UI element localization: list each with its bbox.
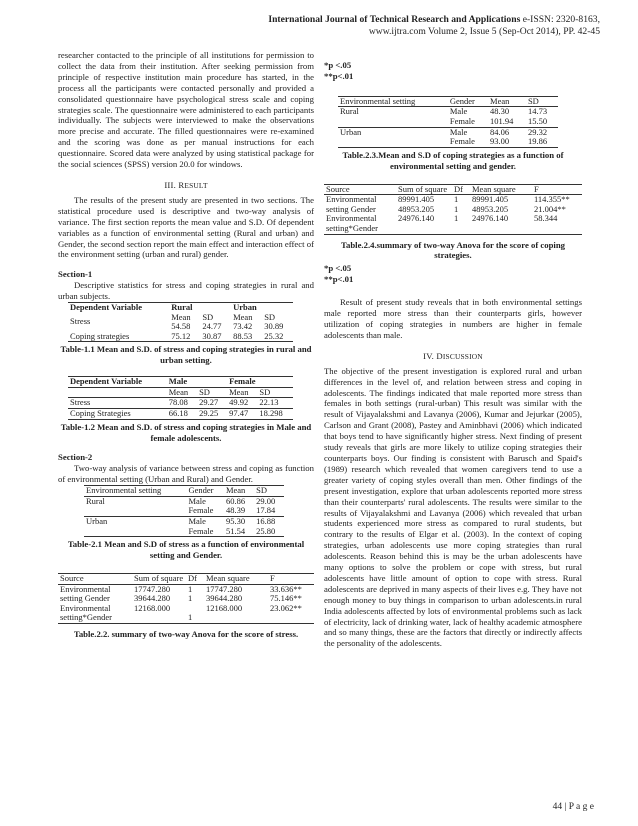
table-2-4: Source Sum of square Df Mean square F Environmental 89991.405 1 89991.405 114.355** setting Gender 48953.205 1 48953.205 21.004** Environmental 24976.140 1 24976.140 58.344 setting*Gender	[324, 184, 582, 235]
section-heading-discussion: IV. DISCUSSION	[423, 350, 483, 361]
section-2-title: Section-2	[58, 452, 93, 463]
table-1-2: Dependent Variable Male Female Mean SD Mean SD Stress 78.08 29.27 49.92 22.13 Coping Strategies 66.18 29.25 97.47 18.298	[68, 376, 293, 419]
table-2-1: Environmental setting Gender Mean SD Rural Male 60.86 29.00 Female 48.39 17.84 Urban Male 95.30 16.88 Female 51.54 25.80	[84, 485, 284, 537]
paragraph-method: researcher contacted to the principle of all institutions for permission to collect the data from their institution. After seeking permission from principle of respective institution main procedure has started, in the process all the participants were contacted personally and provided a consolidated questionnaire have psychological stress scale and coping strategies scale. The questionnaire were administered to each participants individually. The subjects were interviewed to make the observations more precise and accurate. The filled questionnaires were re-examined and the scoring was done as per manual instructions for each questionnaire. Scored data were analyzed by using statistical package for the social sciences (SPSS) version 20.0 for windows.	[58, 50, 314, 170]
section-heading-result: III. RESULT	[164, 179, 208, 190]
caption-table-2-4: Table.2.4.summary of two-way Anova for the score of coping strategies.	[340, 239, 565, 261]
caption-table-2-1: Table-2.1 Mean and S.D of stress as a function of environmental setting and Gender.	[67, 539, 305, 560]
significance-note: **p<.01	[324, 70, 354, 81]
table-2-2: Source Sum of square Df Mean square F Environmental 17747.280 1 17747.280 33.636** setting Gender 39644.280 1 39644.280 75.146** Environmental 12168.000 12168.000 23.062** setting*Gender 1	[58, 573, 314, 624]
right-column	[324, 50, 582, 649]
caption-table-1-2: Table-1.2 Mean and S.D. of stress and coping strategies in Male and female adolescents.	[60, 421, 312, 443]
journal-volume: www.ijtra.com Volume 2, Issue 5 (Sep-Oct 2014), PP. 42-45	[368, 26, 600, 37]
caption-table-2-3: Table.2.3.Mean and S.D of coping strategies as a function of environmental setting and gender.	[342, 149, 564, 171]
significance-note: *p <.05	[324, 263, 352, 274]
paragraph-summary: Result of present study reveals that in both environmental settings male reported more stress than their counterparts girls, however utilization of coping strategies in numbers are higher in female adolescents than male.	[324, 297, 582, 340]
section-1-title: Section-1	[58, 269, 93, 280]
paragraph-anova: Two-way analysis of variance between stress and coping as function of environmental setting (Urban and Rural) and Gender.	[58, 463, 314, 485]
paragraph-descriptive: Descriptive statistics for stress and coping strategies in rural and urban subjects.	[58, 280, 314, 302]
significance-note: *p <.05	[324, 60, 352, 70]
caption-table-1-1: Table-1.1 Mean and S.D. of stress and coping strategies in rural and urban setting.	[60, 344, 312, 366]
paragraph-discussion: The objective of the present investigation is explored rural and urban differences in the level of, and relation between stress and coping in adolescents. The findings indicated that male reported more stress than females in both settings (rural-urban) This result was similar with the result of Vijayalakshmi and Lavanya (2006), Kumar and Jejurkar (2005), Carlson and Grant (2008), Pastey and Aminbhavi (2006) which indicated that boys tend to have significantly higher stress. Next finding of present study reveals that girls are more likely to utilize coping strategies their counterparts boys. Our finding is consistent with Barusch and Spaid's (1989) research which revealed that women caregivers tend to use a greater variety of coping styles overall than men. Other findings of the present investigation, explore that urban adolescents reported more stress than their counterparts' rural adolescents. The results were similar to the results of Vijayalakshmi and Lavanya (2006) which revealed that urban students experienced more stress as compared to rural students, but contrary to the results of Elgar et al. (2003). In the context of coping strategies, urban adolescents use more coping strategies than rural adolescents. Reason behind this is may be the urban adolescents have many options to solve the problem or cope with stress, but rural adolescents have little amount of option to cope with stress. Rural adolescents are deprived in many aspects of their lives e.g. They have not enough money to buy things in comparison to urban adolescents.in rural India adolescents affected by lots of environmental problems such as lack of electricity, lack of drinking water, lack of healthy academic atmosphere and so many things, these are the factors that directly or indirectly affects the personality of the adolescents.	[324, 365, 582, 649]
journal-header	[180, 14, 600, 38]
page-number: 44 | P a g e	[552, 802, 594, 812]
caption-table-2-2: Table.2.2. summary of two-way Anova for the score of stress.	[73, 628, 299, 639]
issn: e-ISSN: 2320-8163,	[520, 14, 600, 25]
table-2-3: Environmental setting Gender Mean SD Rural Male 48.30 14.73 Female 101.94 15.50 Urban Male 84.06 29.32 Female 93.00 19.86	[338, 96, 558, 148]
paragraph-result: The results of the present study are presented in two sections. The statistical procedure used is descriptive and two-way analysis of variance. The first section reports the mean value and S.D. Of dependent variables as a function of environmental setting (Rural and urban) and Gender, the second section report the main effect and interaction effect of the environment setting (urban and rural) gender.	[58, 194, 314, 260]
left-column	[58, 50, 314, 640]
table-1-1: Dependent Variable Rural Urban Stress Mean SD Mean SD 54.58 24.77 73.42 30.89 Coping strategies 75.12 30.87 88.53 25.32	[68, 302, 293, 342]
significance-note: **p<.01	[324, 274, 354, 285]
journal-title: International Journal of Technical Research and Applications	[268, 14, 521, 25]
